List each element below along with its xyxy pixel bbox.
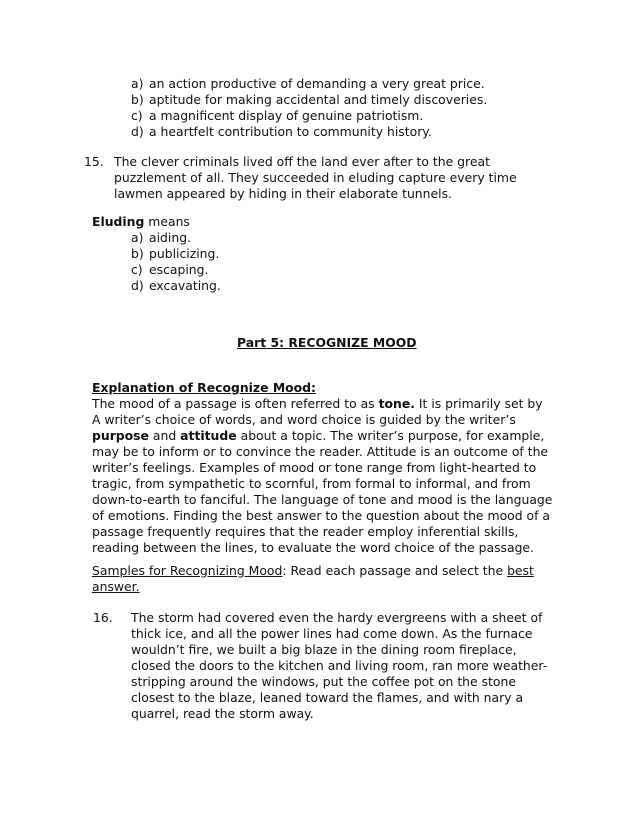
bold-term-attitude: attitude (180, 428, 237, 443)
explanation-line: of emotions. Finding the best answer to the question about the mood of a (92, 508, 551, 523)
q14-option-b (131, 92, 487, 108)
q15-line: The clever criminals lived off the land ever after to the great (114, 154, 490, 169)
q14-option-c (131, 108, 423, 124)
q16-line: quarrel, read the storm away. (131, 706, 314, 721)
q16-line: stripping around the windows, put the coffee pot on the stone (131, 674, 516, 689)
option-text: publicizing. (149, 246, 220, 261)
explanation-line: may be to inform or to convince the reader. Attitude is an outcome of the (92, 444, 549, 459)
option-text: escaping. (149, 262, 209, 277)
q16-line: closed the doors to the kitchen and living room, ran more weather- (131, 658, 548, 673)
explanation-line (92, 428, 544, 444)
text-run: It is primarily set by (414, 396, 543, 411)
explanation-heading: Explanation of Recognize Mood: (92, 380, 316, 395)
samples-instruction (92, 563, 534, 579)
text-run: about a topic. The writer’s purpose, for example, (236, 428, 545, 443)
option-text: a magnificent display of genuine patriotism. (149, 108, 424, 123)
explanation-line: tragic, from sympathetic to scornful, from formal to informal, and from (92, 476, 531, 491)
option-text: a heartfelt contribution to community history. (149, 124, 432, 139)
q16-line: thick ice, and all the power lines had come down. As the furnace (131, 626, 533, 641)
q16-line: closest to the blaze, leaned toward the flames, and with nary a (131, 690, 524, 705)
option-letter: d) (131, 278, 144, 293)
explanation-line (92, 396, 543, 412)
q15-term-suffix: means (144, 214, 190, 229)
part-heading: Part 5: RECOGNIZE MOOD (237, 335, 417, 350)
q15-prompt (92, 214, 190, 230)
option-letter: c) (131, 262, 143, 277)
option-letter: c) (131, 108, 143, 123)
samples-label: Samples for Recognizing Mood (92, 563, 283, 578)
explanation-line: writer’s feelings. Examples of mood or tone range from light-hearted to (92, 460, 537, 475)
text-run: The mood of a passage is often referred to as (92, 396, 379, 411)
bold-term-purpose: purpose (92, 428, 149, 443)
explanation-line: down-to-earth to fanciful. The language of tone and mood is the language (92, 492, 553, 507)
option-text: aiding. (149, 230, 191, 245)
q16-line: The storm had covered even the hardy evergreens with a sheet of (131, 610, 543, 625)
q14-option-a (131, 76, 485, 92)
samples-answer: answer. (92, 579, 140, 594)
bold-term-tone: tone. (378, 396, 415, 411)
option-letter: a) (131, 230, 144, 245)
q16-line: wouldn’t fire, we built a big blaze in the dining room fireplace, (131, 642, 517, 657)
q15-line: lawmen appeared by hiding in their elaborate tunnels. (114, 186, 452, 201)
q15-term: Eluding (92, 214, 145, 229)
option-letter: b) (131, 246, 144, 261)
explanation-line: A writer’s choice of words, and word choice is guided by the writer’s (92, 412, 516, 427)
explanation-line: reading between the lines, to evaluate the word choice of the passage. (92, 540, 534, 555)
q15-number: 15. (84, 154, 104, 169)
q14-option-d (131, 124, 432, 140)
option-text: an action productive of demanding a very great price. (149, 76, 485, 91)
q15-line: puzzlement of all. They succeeded in eluding capture every time (114, 170, 517, 185)
explanation-line: passage frequently requires that the reader employ inferential skills, (92, 524, 519, 539)
option-text: aptitude for making accidental and timely discoveries. (149, 92, 488, 107)
q15-option-b (131, 246, 219, 262)
option-letter: d) (131, 124, 144, 139)
q15-option-a (131, 230, 191, 246)
text-run: and (148, 428, 181, 443)
q15-option-c (131, 262, 208, 278)
q16-number: 16. (93, 610, 113, 625)
option-letter: b) (131, 92, 144, 107)
option-text: excavating. (149, 278, 221, 293)
q15-option-d (131, 278, 221, 294)
best-underlined: best (507, 563, 534, 578)
option-letter: a) (131, 76, 144, 91)
text-run: : Read each passage and select the (282, 563, 508, 578)
